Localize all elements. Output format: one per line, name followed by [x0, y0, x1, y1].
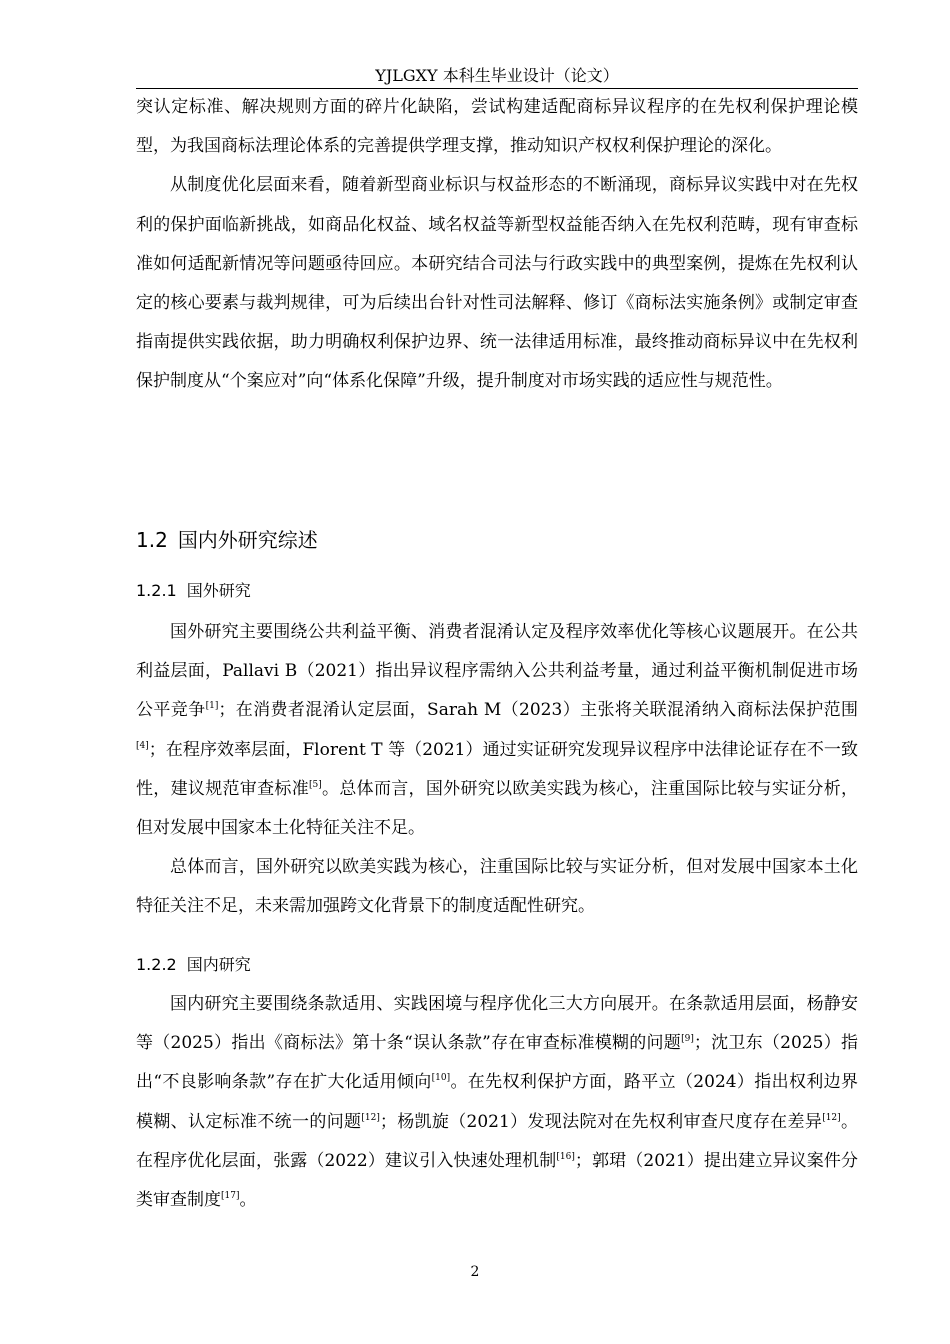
citation: [17] — [221, 1191, 240, 1202]
subsection-number: 1.2.1 — [136, 581, 177, 600]
citation: [4] — [136, 740, 149, 751]
page-number: 2 — [470, 1264, 480, 1280]
subsection-heading-domestic — [136, 951, 858, 979]
foreign-paragraph-1: 国外研究主要围绕公共利益平衡、消费者混淆认定及程序效率优化等核心议题展开。在公共利益层面，Pallavi B（2021）指出异议程序需纳入公共利益考量，通过利益平衡机制促进市场公平竞争[1]；在消费者混淆认定层面，Sarah M（2023）主张将关联混淆纳入商标法保护范围[4]；在程序效率层面，Florent T 等（2021）通过实证研究发现异议程序中法律论证存在不一致性，建议规范审查标准[5]。总体而言，国外研究以欧美实践为核心，注重国际比较与实证分析，但对发展中国家本土化特征关注不足。 — [136, 622, 859, 839]
foreign-paragraph-2: 总体而言，国外研究以欧美实践为核心，注重国际比较与实证分析，但对发展中国家本土化特征关注不足，未来需加强跨文化背景下的制度适配性研究。 — [136, 857, 858, 917]
subsection-number: 1.2.2 — [136, 955, 177, 974]
section-number: 1.2 — [136, 528, 168, 552]
page-header: YJLGXY 本科生毕业设计（论文） — [136, 64, 858, 89]
citation: [9] — [681, 1034, 694, 1045]
foreign-research-text — [136, 613, 858, 927]
subsection-title: 国外研究 — [186, 581, 251, 600]
intro-paragraph-2: 从制度优化层面来看，随着新型商业标识与权益形态的不断涌现，商标异议实践中对在先权利的保护面临新挑战，如商品化权益、域名权益等新型权益能否纳入在先权利范畴，现有审查标准如何适配新情况等问题亟待回应。本研究结合司法与行政实践中的典型案例，提炼在先权利认定的核心要素与裁判规律，可为后续出台针对性司法解释、修订《商标法实施条例》或制定审查指南提供实践依据，助力明确权利保护边界、统一法律适用标准，最终推动商标异议中在先权利保护制度从“个案应对”向“体系化保障”升级，提升制度对市场实践的适应性与规范性。 — [136, 175, 858, 392]
citation: [1] — [205, 701, 219, 712]
subsection-title: 国内研究 — [186, 955, 251, 974]
citation: [16] — [556, 1151, 575, 1162]
section-title: 国内外研究综述 — [177, 528, 318, 552]
section-heading — [136, 522, 858, 558]
citation: [12] — [822, 1112, 841, 1123]
domestic-research-text — [136, 985, 858, 1220]
intro-text — [136, 88, 858, 402]
citation: [12] — [361, 1112, 380, 1123]
citation: [5] — [309, 779, 322, 790]
subsection-heading-foreign — [136, 577, 858, 605]
citation: [10] — [431, 1073, 451, 1084]
intro-paragraph-1: 突认定标准、解决规则方面的碎片化缺陷，尝试构建适配商标异议程序的在先权利保护理论模型，为我国商标法理论体系的完善提供学理支撑，推动知识产权权利保护理论的深化。 — [136, 97, 858, 157]
domestic-paragraph-1: 国内研究主要围绕条款适用、实践困境与程序优化三大方向展开。在条款适用层面，杨静安等（2025）指出《商标法》第十条“误认条款”存在审查标准模糊的问题[9]；沈卫东（2025）指出“不良影响条款”存在扩大化适用倾向[10]。在先权利保护方面，路平立（2024）指出权利边界模糊、认定标准不统一的问题[12]；杨凯旋（2021）发现法院对在先权利审查尺度存在差异[12]。在程序优化层面，张露（2022）建议引入快速处理机制[16]；郭珺（2021）提出建立异议案件分类审查制度[17]。 — [136, 994, 859, 1211]
